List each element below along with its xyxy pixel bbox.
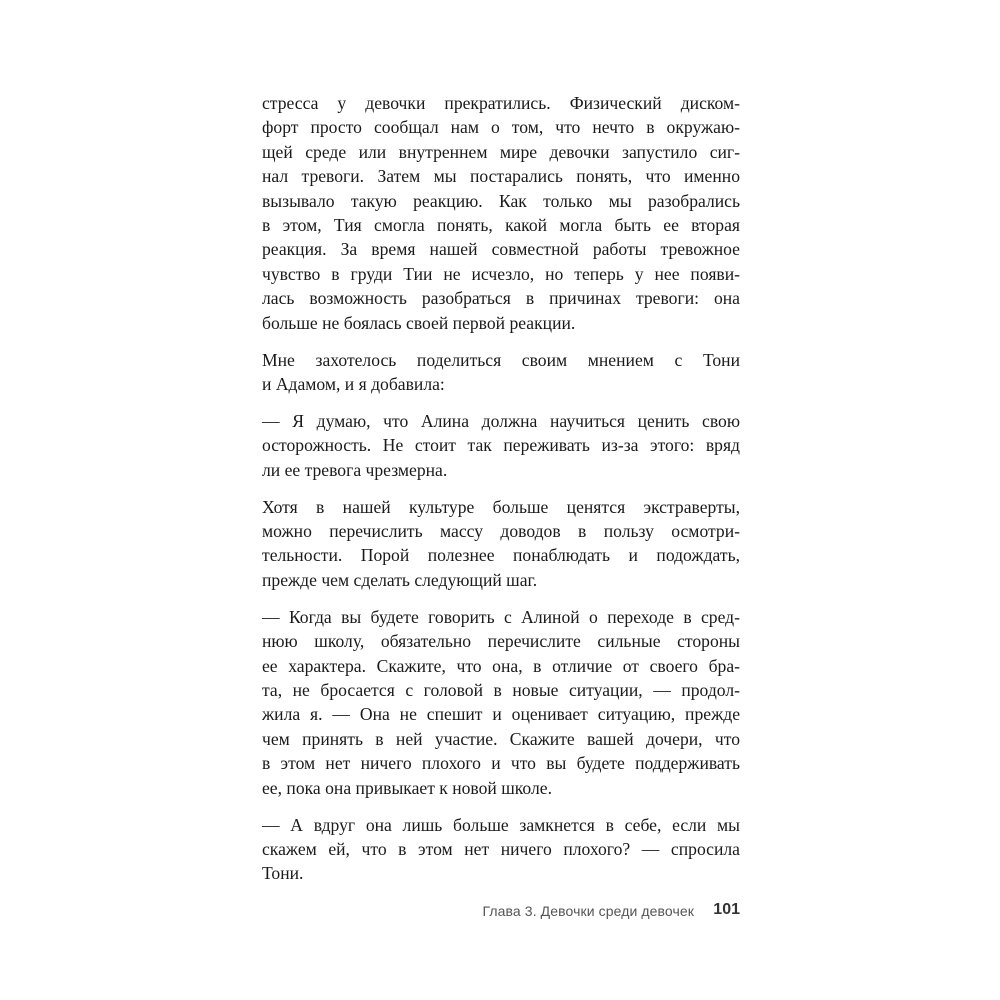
text-line: Хотя в нашей культуре больше ценятся экстраверты, [262, 496, 740, 517]
text-line: Тони. [262, 863, 304, 884]
running-footer-chapter-title: Глава 3. Девочки среди девочек [482, 903, 694, 919]
page-number: 101 [713, 901, 740, 918]
paragraph [262, 91, 740, 335]
text-line: чем принять в ней участие. Скажите вашей дочери, что [262, 728, 740, 749]
text-line: нюю школу, обязательно перечислите сильные стороны [262, 631, 740, 652]
text-line: чувство в груди Тии не исчезло, но теперь у нее появи- [262, 263, 740, 284]
text-line: и Адамом, и я добавила: [262, 373, 445, 394]
text-line: ее, пока она привыкает к новой школе. [262, 777, 552, 798]
text-line: ли ее тревога чрезмерна. [262, 459, 448, 480]
paragraph [262, 605, 740, 800]
text-line: в этом нет ничего плохого и что вы будете поддерживать [262, 753, 740, 774]
text-line: — Когда вы будете говорить с Алиной о переходе в сред- [262, 606, 740, 627]
text-line: та, не бросается с головой в новые ситуации, — продол- [262, 679, 740, 700]
text-line: ее характера. Скажите, что она, в отличие от своего бра- [262, 655, 740, 676]
paragraph-gap [262, 800, 740, 813]
paragraph [262, 409, 740, 482]
text-line: лась возможность разобраться в причинах тревоги: она [262, 288, 740, 309]
text-line: стресса у девочки прекратились. Физический диском- [262, 93, 740, 113]
text-line: прежде чем сделать следующий шаг. [262, 569, 538, 590]
text-line: нал тревоги. Затем мы постарались понять, что именно [262, 166, 740, 187]
text-line: скажем ей, что в этом нет ничего плохого? — спросила [262, 838, 740, 859]
paragraph-gap [262, 396, 740, 409]
text-line: осторожность. Не стоит так переживать из-за этого: вряд [262, 435, 740, 456]
body-text [262, 91, 740, 886]
text-line: в этом, Тия смогла понять, какой могла быть ее вторая [262, 214, 740, 235]
text-line: тельности. Порой полезнее понаблюдать и подождать, [262, 545, 740, 566]
paragraph [262, 813, 740, 886]
text-line: — А вдруг она лишь больше замкнется в себе, если мы [262, 814, 740, 835]
text-line: — Я думаю, что Алина должна научиться ценить свою [262, 410, 740, 431]
page-footer [400, 899, 740, 925]
paragraph-gap [262, 482, 740, 495]
paragraph [262, 348, 740, 397]
text-line: вызывало такую реакцию. Как только мы разобрались [262, 190, 740, 211]
text-line: Мне захотелось поделиться своим мнением с Тони [262, 349, 740, 370]
text-line: реакция. За время нашей совместной работы тревожное [262, 239, 740, 260]
paragraph-gap [262, 592, 740, 605]
text-line: форт просто сообщал нам о том, что нечто в окружаю- [262, 117, 740, 138]
text-line: жила я. — Она не спешит и оценивает ситуацию, прежде [262, 704, 740, 725]
paragraph [262, 495, 740, 593]
paragraph-gap [262, 335, 740, 348]
text-line: можно перечислить массу доводов в пользу осмотри- [262, 521, 740, 542]
text-line: щей среде или внутреннем мире девочки запустило сиг- [262, 141, 740, 162]
text-line: больше не боялась своей первой реакции. [262, 312, 576, 333]
